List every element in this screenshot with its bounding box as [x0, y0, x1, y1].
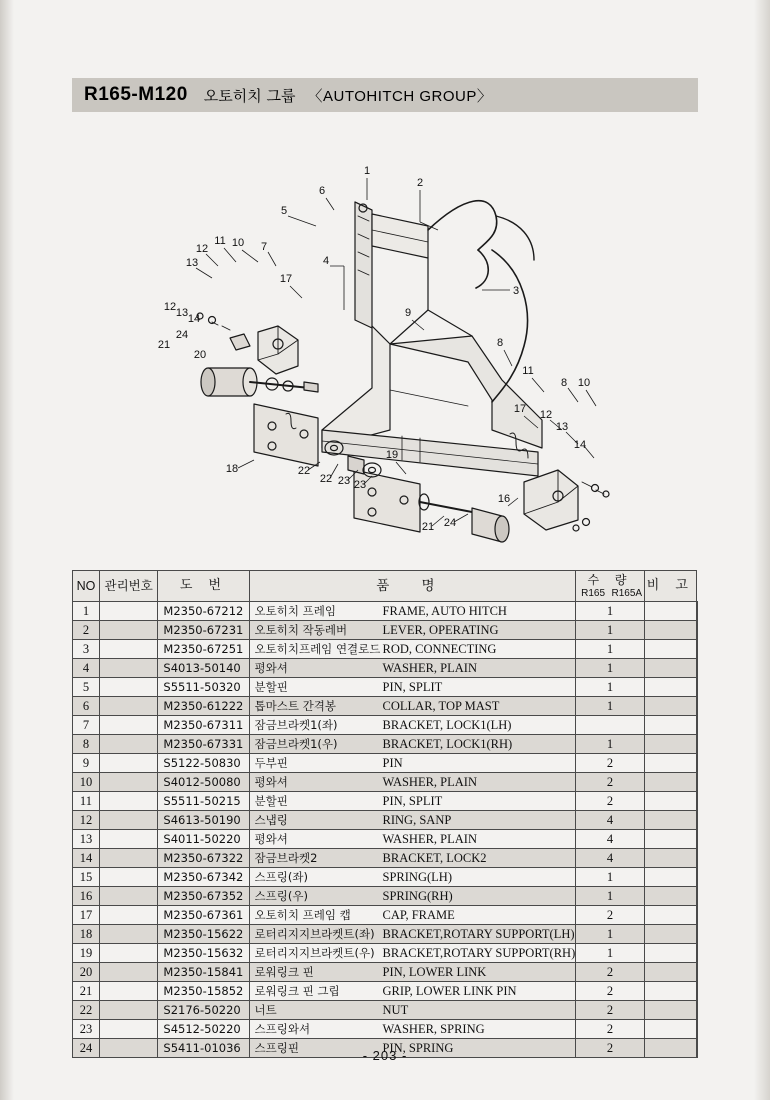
part-name-english: WASHER, PLAIN [382, 661, 477, 675]
cell-no: 13 [73, 830, 100, 849]
callout-18: 18 [225, 463, 239, 475]
header-qty-r165a: R165A [611, 587, 643, 599]
cell-part-name [249, 982, 576, 1001]
cell-qty-r165a [644, 640, 696, 659]
part-name-english: NUT [382, 1003, 409, 1017]
cell-remark [697, 887, 698, 906]
part-name-korean: 잠금브라켓1(좌) [254, 718, 338, 732]
part-name-korean: 너트 [254, 1003, 277, 1017]
part-name-korean: 오토히치 프레임 캡 [254, 908, 351, 922]
cell-part-name [249, 640, 576, 659]
cell-remark [697, 830, 698, 849]
header-qty-r165: R165 [581, 587, 606, 599]
part-name-english: PIN, SPLIT [382, 794, 443, 808]
callout-12b: 12 [539, 409, 553, 421]
cell-part-name [249, 735, 576, 754]
cell-remark [697, 659, 698, 678]
cell-qty-r165: 4 [576, 849, 644, 868]
cell-remark [697, 621, 698, 640]
cell-part-name [249, 944, 576, 963]
cell-control-no [99, 906, 158, 925]
part-name-english: BRACKET,ROTARY SUPPORT(RH) [382, 946, 576, 960]
part-name-korean: 스프링(우) [254, 889, 308, 903]
part-name-korean: 오토히치 프레임 [254, 604, 336, 618]
cell-part-name [249, 925, 576, 944]
part-name-english: RING, SANP [382, 813, 452, 827]
table-row [73, 792, 698, 811]
callout-21: 21 [157, 339, 171, 351]
callout-11b: 11 [522, 365, 534, 377]
part-name-korean: 로터리지지브라켓트(좌) [254, 927, 375, 941]
cell-drawing-no: M2350-67342 [158, 868, 249, 887]
cell-no: 15 [73, 868, 100, 887]
table-row [73, 868, 698, 887]
cell-control-no [99, 792, 158, 811]
cell-remark [697, 716, 698, 735]
cell-drawing-no: M2350-67311 [158, 716, 249, 735]
callout-11: 11 [214, 235, 226, 247]
part-name-korean: 로터리지지브라켓트(우) [254, 946, 375, 960]
cell-no: 18 [73, 925, 100, 944]
table-row [73, 925, 698, 944]
cell-qty-r165a [644, 621, 696, 640]
cell-control-no [99, 602, 158, 621]
cell-qty-r165 [576, 716, 644, 735]
cell-qty-r165: 1 [576, 868, 644, 887]
cell-part-name [249, 754, 576, 773]
cell-part-name [249, 697, 576, 716]
callout-2: 2 [416, 177, 424, 189]
cell-qty-r165: 2 [576, 1001, 644, 1020]
cell-control-no [99, 830, 158, 849]
cell-drawing-no: S4011-50220 [158, 830, 249, 849]
callout-7: 7 [260, 241, 268, 253]
cell-no: 3 [73, 640, 100, 659]
part-name-korean: 톱마스트 간격봉 [254, 699, 336, 713]
cell-no: 6 [73, 697, 100, 716]
cell-qty-r165: 1 [576, 659, 644, 678]
cell-control-no [99, 773, 158, 792]
cell-part-name [249, 1020, 576, 1039]
cell-part-name [249, 963, 576, 982]
callout-9: 9 [404, 307, 412, 319]
parts-table-body [73, 602, 698, 1058]
cell-qty-r165: 1 [576, 640, 644, 659]
cell-control-no [99, 697, 158, 716]
header-control-no: 관리번호 [99, 571, 158, 602]
cell-part-name [249, 887, 576, 906]
part-name-english: SPRING(LH) [382, 870, 452, 884]
cell-remark [697, 1020, 698, 1039]
table-row [73, 678, 698, 697]
cell-qty-r165: 1 [576, 697, 644, 716]
cell-no: 8 [73, 735, 100, 754]
cell-qty-r165: 2 [576, 773, 644, 792]
cell-control-no [99, 982, 158, 1001]
callout-14b: 14 [187, 313, 201, 325]
cell-control-no [99, 944, 158, 963]
callout-17: 17 [279, 273, 293, 285]
cell-control-no [99, 640, 158, 659]
section-title-korean: 오토히치 그룹 [203, 86, 296, 105]
cell-qty-r165a [644, 602, 696, 621]
part-name-korean: 로워링크 핀 [254, 965, 314, 979]
cell-qty-r165a [644, 735, 696, 754]
callout-8b: 8 [560, 377, 568, 389]
part-name-english: WASHER, PLAIN [382, 775, 477, 789]
cell-drawing-no: S4012-50080 [158, 773, 249, 792]
callout-10b: 10 [577, 377, 591, 389]
cell-control-no [99, 1020, 158, 1039]
cell-qty-r165a [644, 868, 696, 887]
part-name-english: BRACKET,ROTARY SUPPORT(LH) [382, 927, 575, 941]
cell-no: 23 [73, 1020, 100, 1039]
cell-drawing-no: S5411-01036 [158, 1039, 249, 1058]
cell-qty-r165: 1 [576, 602, 644, 621]
table-row [73, 659, 698, 678]
parts-table-container [72, 570, 698, 1058]
cell-qty-r165a [644, 887, 696, 906]
cell-no: 24 [73, 1039, 100, 1058]
cell-no: 20 [73, 963, 100, 982]
cell-qty-r165a [644, 906, 696, 925]
part-name-korean: 오토히치프레임 연결로드 [254, 642, 381, 656]
cell-control-no [99, 811, 158, 830]
table-row [73, 697, 698, 716]
part-name-english: FRAME, AUTO HITCH [382, 604, 507, 618]
cell-control-no [99, 868, 158, 887]
cell-qty-r165: 4 [576, 830, 644, 849]
cell-drawing-no: M2350-67231 [158, 621, 249, 640]
part-name-english: PIN, SPLIT [382, 680, 443, 694]
part-name-korean: 스프링와셔 [254, 1022, 311, 1036]
cell-control-no [99, 963, 158, 982]
cell-qty-r165a [644, 754, 696, 773]
cell-remark [697, 697, 698, 716]
part-name-english: PIN, SPRING [382, 1041, 454, 1055]
cell-part-name [249, 792, 576, 811]
table-row [73, 716, 698, 735]
table-row [73, 944, 698, 963]
callout-19: 19 [385, 449, 399, 461]
cell-qty-r165a [644, 944, 696, 963]
cell-remark [697, 944, 698, 963]
part-name-english: GRIP, LOWER LINK PIN [382, 984, 517, 998]
cell-no: 17 [73, 906, 100, 925]
cell-drawing-no: M2350-67251 [158, 640, 249, 659]
part-name-korean: 두부핀 [254, 756, 288, 770]
cell-qty-r165a [644, 1020, 696, 1039]
cell-control-no [99, 754, 158, 773]
cell-part-name [249, 621, 576, 640]
cell-qty-r165: 1 [576, 678, 644, 697]
part-name-english: COLLAR, TOP MAST [382, 699, 500, 713]
part-name-english: BRACKET, LOCK1(RH) [382, 737, 513, 751]
cell-part-name [249, 716, 576, 735]
callout-20: 20 [193, 349, 207, 361]
cell-qty-r165: 1 [576, 621, 644, 640]
cell-no: 10 [73, 773, 100, 792]
cell-part-name [249, 602, 576, 621]
cell-qty-r165a [644, 716, 696, 735]
callout-13c: 13 [175, 307, 189, 319]
part-name-korean: 잠금브라켓1(우) [254, 737, 338, 751]
cell-part-name [249, 659, 576, 678]
cell-drawing-no: M2350-67212 [158, 602, 249, 621]
cell-no: 21 [73, 982, 100, 1001]
cell-drawing-no: M2350-67331 [158, 735, 249, 754]
cell-drawing-no: S4512-50220 [158, 1020, 249, 1039]
cell-drawing-no: S5122-50830 [158, 754, 249, 773]
table-row [73, 830, 698, 849]
table-row [73, 735, 698, 754]
part-name-korean: 평와셔 [254, 661, 288, 675]
part-name-korean: 평와셔 [254, 832, 288, 846]
cell-drawing-no: M2350-67352 [158, 887, 249, 906]
cell-no: 19 [73, 944, 100, 963]
cell-qty-r165a [644, 982, 696, 1001]
table-row [73, 1020, 698, 1039]
cell-remark [697, 982, 698, 1001]
part-name-english: ROD, CONNECTING [382, 642, 497, 656]
table-row [73, 754, 698, 773]
cell-drawing-no: M2350-61222 [158, 697, 249, 716]
cell-part-name [249, 830, 576, 849]
cell-qty-r165: 2 [576, 906, 644, 925]
cell-qty-r165a [644, 773, 696, 792]
cell-qty-r165: 1 [576, 887, 644, 906]
part-name-korean: 스프링(좌) [254, 870, 308, 884]
cell-drawing-no: M2350-15841 [158, 963, 249, 982]
callout-13b: 13 [555, 421, 569, 433]
parts-diagram [72, 130, 698, 550]
cell-drawing-no: S4013-50140 [158, 659, 249, 678]
cell-remark [697, 792, 698, 811]
section-header [72, 78, 698, 112]
cell-remark [697, 925, 698, 944]
part-name-korean: 로워링크 핀 그립 [254, 984, 340, 998]
callout-8: 8 [496, 337, 504, 349]
header-quantity [576, 571, 644, 602]
cell-qty-r165a [644, 792, 696, 811]
cell-remark [697, 640, 698, 659]
part-name-korean: 잠금브라켓2 [254, 851, 318, 865]
cell-part-name [249, 849, 576, 868]
cell-qty-r165: 1 [576, 925, 644, 944]
cell-no: 5 [73, 678, 100, 697]
table-row [73, 621, 698, 640]
cell-drawing-no: M2350-15622 [158, 925, 249, 944]
cell-remark [697, 602, 698, 621]
cell-remark [697, 773, 698, 792]
cell-drawing-no: M2350-67322 [158, 849, 249, 868]
table-row [73, 602, 698, 621]
header-remark: 비 고 [644, 571, 696, 602]
table-row [73, 963, 698, 982]
part-name-korean: 오토히치 작동레버 [254, 623, 348, 637]
header-quantity-label: 수 량 [587, 572, 633, 587]
cell-no: 9 [73, 754, 100, 773]
cell-qty-r165a [644, 659, 696, 678]
cell-control-no [99, 849, 158, 868]
cell-drawing-no: S5511-50215 [158, 792, 249, 811]
table-row [73, 887, 698, 906]
callout-22b: 22 [319, 473, 333, 485]
cell-qty-r165: 1 [576, 944, 644, 963]
callout-1: 1 [363, 165, 371, 177]
cell-remark [697, 678, 698, 697]
cell-no: 2 [73, 621, 100, 640]
cell-control-no [99, 887, 158, 906]
section-code: R165-M120 [84, 84, 188, 105]
part-name-korean: 분할핀 [254, 794, 288, 808]
part-name-english: WASHER, SPRING [382, 1022, 485, 1036]
cell-drawing-no: S5511-50320 [158, 678, 249, 697]
callout-13: 13 [185, 257, 199, 269]
cell-qty-r165a [644, 925, 696, 944]
header-part-name: 품 명 [249, 571, 576, 602]
cell-part-name [249, 906, 576, 925]
cell-drawing-no: S4613-50190 [158, 811, 249, 830]
part-name-english: PIN [382, 756, 403, 770]
callout-23: 23 [337, 475, 351, 487]
callout-10: 10 [231, 237, 245, 249]
callout-22: 22 [297, 465, 311, 477]
cell-control-no [99, 1001, 158, 1020]
callout-3: 3 [512, 285, 520, 297]
callout-5: 5 [280, 205, 288, 217]
cell-part-name [249, 868, 576, 887]
part-name-korean: 평와셔 [254, 775, 288, 789]
table-row [73, 849, 698, 868]
cell-qty-r165a [644, 849, 696, 868]
cell-no: 7 [73, 716, 100, 735]
header-drawing-no: 도 번 [158, 571, 249, 602]
table-row [73, 640, 698, 659]
cell-control-no [99, 925, 158, 944]
table-row [73, 773, 698, 792]
cell-no: 4 [73, 659, 100, 678]
part-name-english: WASHER, PLAIN [382, 832, 477, 846]
cell-remark [697, 1001, 698, 1020]
cell-no: 1 [73, 602, 100, 621]
cell-qty-r165a [644, 963, 696, 982]
cell-qty-r165: 2 [576, 754, 644, 773]
cell-drawing-no: S2176-50220 [158, 1001, 249, 1020]
cell-qty-r165: 2 [576, 963, 644, 982]
callout-14: 14 [573, 439, 587, 451]
part-name-korean: 스냅링 [254, 813, 288, 827]
cell-no: 22 [73, 1001, 100, 1020]
cell-part-name [249, 811, 576, 830]
cell-part-name [249, 773, 576, 792]
part-name-english: SPRING(RH) [382, 889, 453, 903]
cell-part-name [249, 678, 576, 697]
cell-qty-r165a [644, 697, 696, 716]
cell-qty-r165: 4 [576, 811, 644, 830]
callout-12c: 12 [163, 301, 177, 313]
cell-control-no [99, 659, 158, 678]
cell-no: 12 [73, 811, 100, 830]
part-name-korean: 스프링핀 [254, 1041, 299, 1055]
cell-qty-r165: 2 [576, 1020, 644, 1039]
cell-control-no [99, 735, 158, 754]
cell-remark [697, 906, 698, 925]
header-no: NO [73, 571, 100, 602]
parts-table [72, 570, 698, 1058]
cell-no: 16 [73, 887, 100, 906]
callout-21b: 21 [421, 521, 435, 533]
cell-qty-r165: 2 [576, 982, 644, 1001]
cell-remark [697, 811, 698, 830]
cell-drawing-no: M2350-67361 [158, 906, 249, 925]
cell-no: 11 [73, 792, 100, 811]
callout-24b: 24 [443, 517, 457, 529]
table-row [73, 982, 698, 1001]
callout-17b: 17 [513, 403, 527, 415]
cell-no: 14 [73, 849, 100, 868]
section-title-english: 〈AUTOHITCH GROUP〉 [307, 87, 493, 105]
cell-qty-r165a [644, 678, 696, 697]
table-row [73, 811, 698, 830]
cell-control-no [99, 678, 158, 697]
cell-qty-r165a [644, 830, 696, 849]
cell-control-no [99, 621, 158, 640]
cell-remark [697, 754, 698, 773]
table-row [73, 1001, 698, 1020]
cell-qty-r165: 1 [576, 735, 644, 754]
cell-drawing-no: M2350-15632 [158, 944, 249, 963]
cell-remark [697, 963, 698, 982]
callout-23b: 23 [353, 479, 367, 491]
parts-table-header [73, 571, 698, 602]
part-name-english: BRACKET, LOCK1(LH) [382, 718, 512, 732]
part-name-korean: 분할핀 [254, 680, 288, 694]
cell-qty-r165a [644, 1001, 696, 1020]
part-name-english: LEVER, OPERATING [382, 623, 499, 637]
cell-remark [697, 868, 698, 887]
cell-remark [697, 735, 698, 754]
part-name-english: CAP, FRAME [382, 908, 455, 922]
part-name-english: BRACKET, LOCK2 [382, 851, 487, 865]
callout-24: 24 [175, 329, 189, 341]
callout-12: 12 [195, 243, 209, 255]
callout-4: 4 [322, 255, 330, 267]
cell-remark [697, 849, 698, 868]
cell-qty-r165a [644, 811, 696, 830]
cell-qty-r165: 2 [576, 792, 644, 811]
cell-qty-r165: 2 [576, 1039, 644, 1058]
callout-16: 16 [497, 493, 511, 505]
cell-drawing-no: M2350-15852 [158, 982, 249, 1001]
part-name-english: PIN, LOWER LINK [382, 965, 487, 979]
page-number: - 203 - [362, 1048, 408, 1063]
cell-part-name [249, 1001, 576, 1020]
table-row [73, 906, 698, 925]
cell-control-no [99, 716, 158, 735]
callout-6: 6 [318, 185, 326, 197]
